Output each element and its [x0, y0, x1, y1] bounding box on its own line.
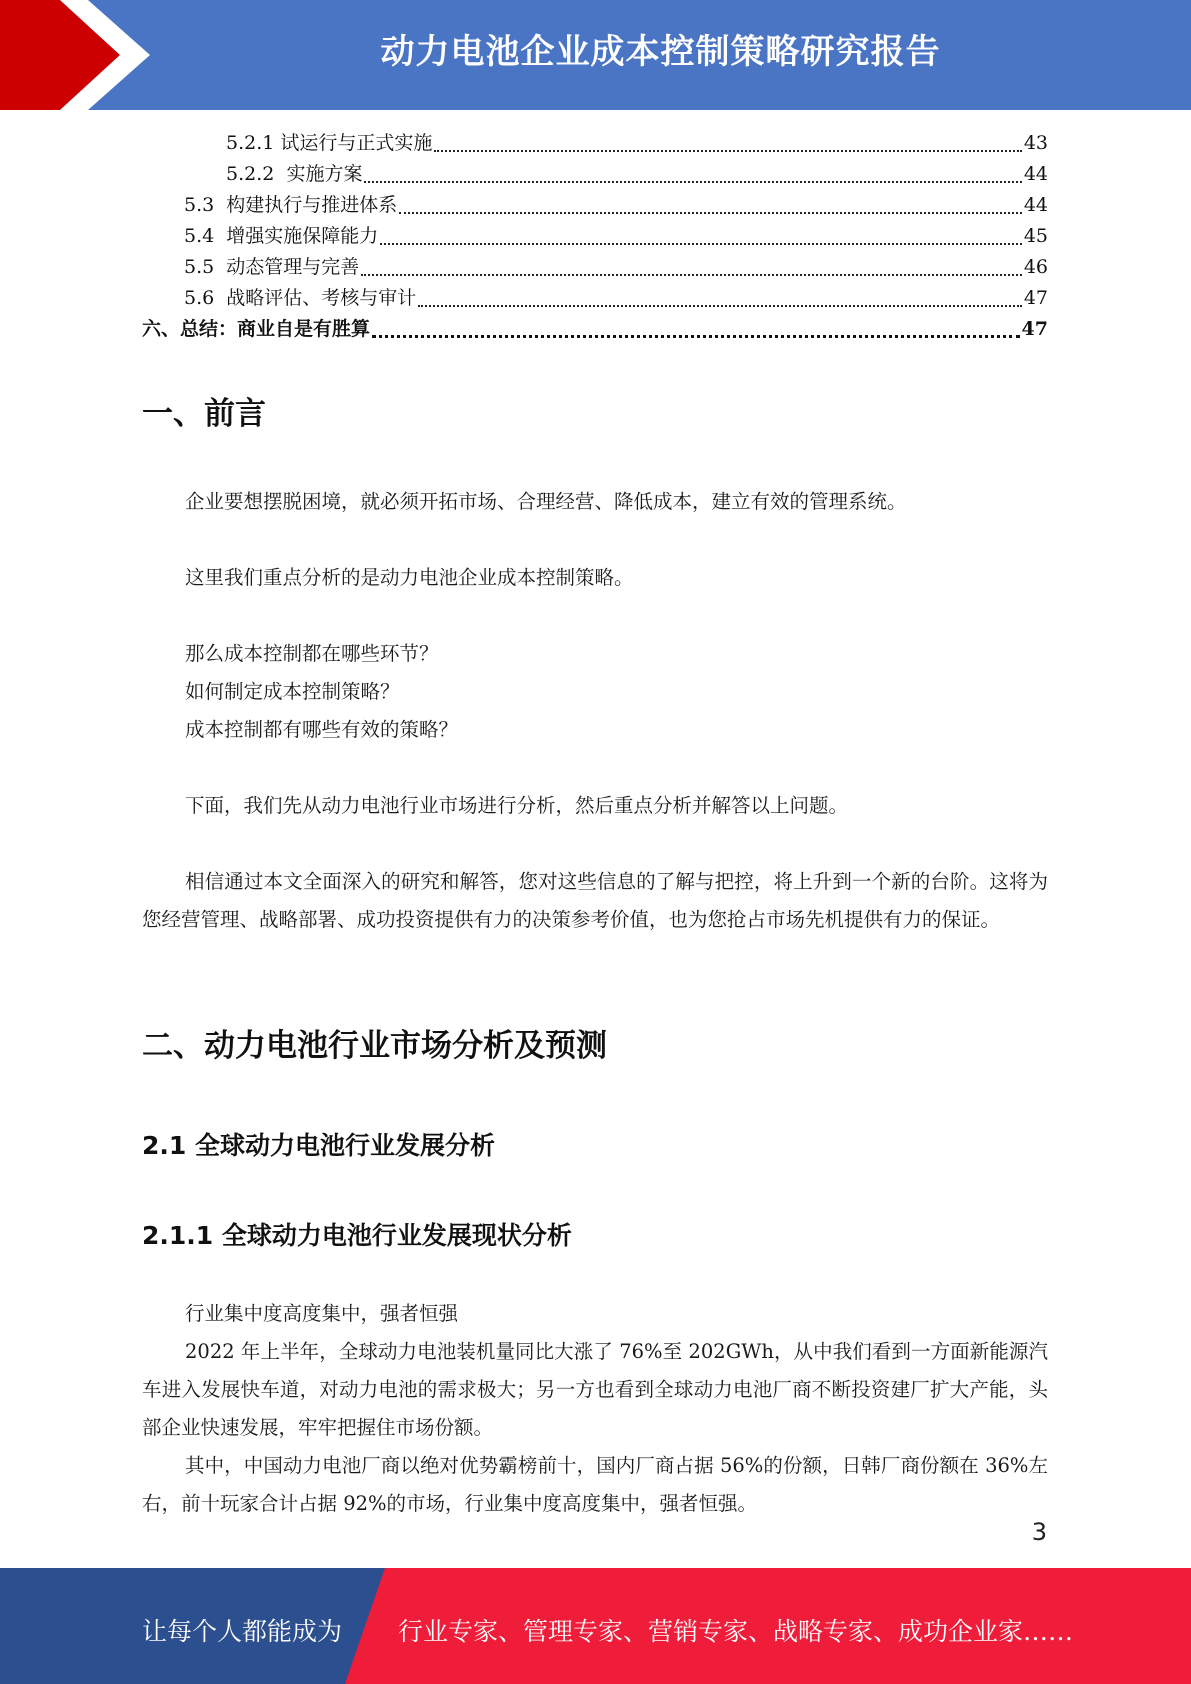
- toc-entry-text: 增强实施保障能力: [226, 225, 379, 247]
- paragraph: 下面，我们先从动力电池行业市场进行分析，然后重点分析并解答以上问题。: [185, 794, 849, 817]
- toc-entry-text: 动态管理与完善: [226, 256, 360, 278]
- paragraph: 成本控制都有哪些有效的策略？: [185, 718, 459, 741]
- toc-entry-text: 实施方案: [286, 163, 363, 185]
- paragraph: 相信通过本文全面深入的研究和解答，您对这些信息的了解与把控，将上升到一个新的台阶。这将为您经营管理、战略部署、成功投资提供有力的决策参考价值，也为您抢占市场先机提供有力的保证。: [142, 870, 1048, 931]
- toc-entry-number: 5.5: [184, 256, 227, 278]
- toc-entry-number: 5.4: [184, 225, 227, 247]
- toc-entry-text: 试运行与正式实施: [280, 132, 433, 154]
- paragraph: 行业集中度高度集中，强者恒强: [185, 1302, 459, 1325]
- paragraph: 2022 年上半年，全球动力电池装机量同比大涨了 76%至 202GWh，从中我们看到一方面新能源汽车进入发展快车道，对动力电池的需求极大；另一方也看到全球动力电池厂商不断投资建厂扩大产能，头部企业快速发展，牢牢把握住市场份额。: [142, 1340, 1048, 1439]
- toc-entry-number: 5.2.2: [226, 163, 287, 185]
- toc-entry-text: 战略评估、考核与审计: [226, 287, 417, 309]
- toc-entry[interactable]: [142, 128, 1048, 159]
- toc-entry-text: 六、总结：商业自是有胜算: [142, 318, 371, 340]
- toc-entry-page: 44: [1023, 194, 1048, 216]
- toc-entry[interactable]: [142, 159, 1048, 190]
- toc-leader-dots: [372, 335, 1020, 338]
- toc-entry-number: 5.2.1: [226, 132, 281, 154]
- toc-entry[interactable]: [142, 221, 1048, 252]
- page-header: [0, 0, 1191, 110]
- toc-entry-page: 45: [1023, 225, 1048, 247]
- page-footer: [0, 1568, 1191, 1684]
- footer-slogan-left: 让每个人都能成为: [142, 1617, 343, 1646]
- toc-leader-dots: [434, 150, 1021, 152]
- toc-entry-page: 46: [1023, 256, 1048, 278]
- toc-entry-page: 44: [1023, 163, 1048, 185]
- toc-entry[interactable]: [142, 252, 1048, 283]
- toc-entry-number: 5.3: [184, 194, 227, 216]
- paragraph: 企业要想摆脱困境，就必须开拓市场、合理经营、降低成本，建立有效的管理系统。: [185, 490, 907, 513]
- subsubsection-heading-status: 2.1.1 全球动力电池行业发展现状分析: [142, 1221, 572, 1250]
- paragraph: 如何制定成本控制策略？: [185, 680, 400, 703]
- section-heading-market: 二、动力电池行业市场分析及预测: [142, 1028, 607, 1064]
- toc-entry[interactable]: [142, 283, 1048, 314]
- toc-leader-dots: [418, 305, 1022, 307]
- toc-entry-page: 47: [1021, 318, 1048, 340]
- section-heading-preface: 一、前言: [142, 396, 266, 432]
- toc-entry[interactable]: [142, 314, 1048, 345]
- paragraph: 其中，中国动力电池厂商以绝对优势霸榜前十，国内厂商占据 56%的份额，日韩厂商份额在 36%左右，前十玩家合计占据 92%的市场，行业集中度高度集中，强者恒强。: [142, 1454, 1048, 1515]
- toc-entry-page: 43: [1023, 132, 1048, 154]
- toc-leader-dots: [364, 181, 1021, 183]
- table-of-contents: [142, 128, 1048, 345]
- subsection-heading-global: 2.1 全球动力电池行业发展分析: [142, 1131, 495, 1160]
- toc-entry[interactable]: [142, 190, 1048, 221]
- footer-slogan-right: 行业专家、管理专家、营销专家、战略专家、成功企业家……: [398, 1617, 1074, 1646]
- toc-entry-page: 47: [1023, 287, 1048, 309]
- paragraph: 那么成本控制都在哪些环节？: [185, 642, 439, 665]
- toc-leader-dots: [380, 243, 1022, 245]
- toc-leader-dots: [361, 274, 1022, 276]
- toc-entry-text: 构建执行与推进体系: [226, 194, 398, 216]
- page-number: 3: [1031, 1518, 1047, 1546]
- paragraph: 这里我们重点分析的是动力电池企业成本控制策略。: [185, 566, 634, 589]
- report-title: 动力电池企业成本控制策略研究报告: [380, 32, 941, 72]
- toc-leader-dots: [399, 212, 1022, 214]
- toc-entry-number: 5.6: [184, 287, 227, 309]
